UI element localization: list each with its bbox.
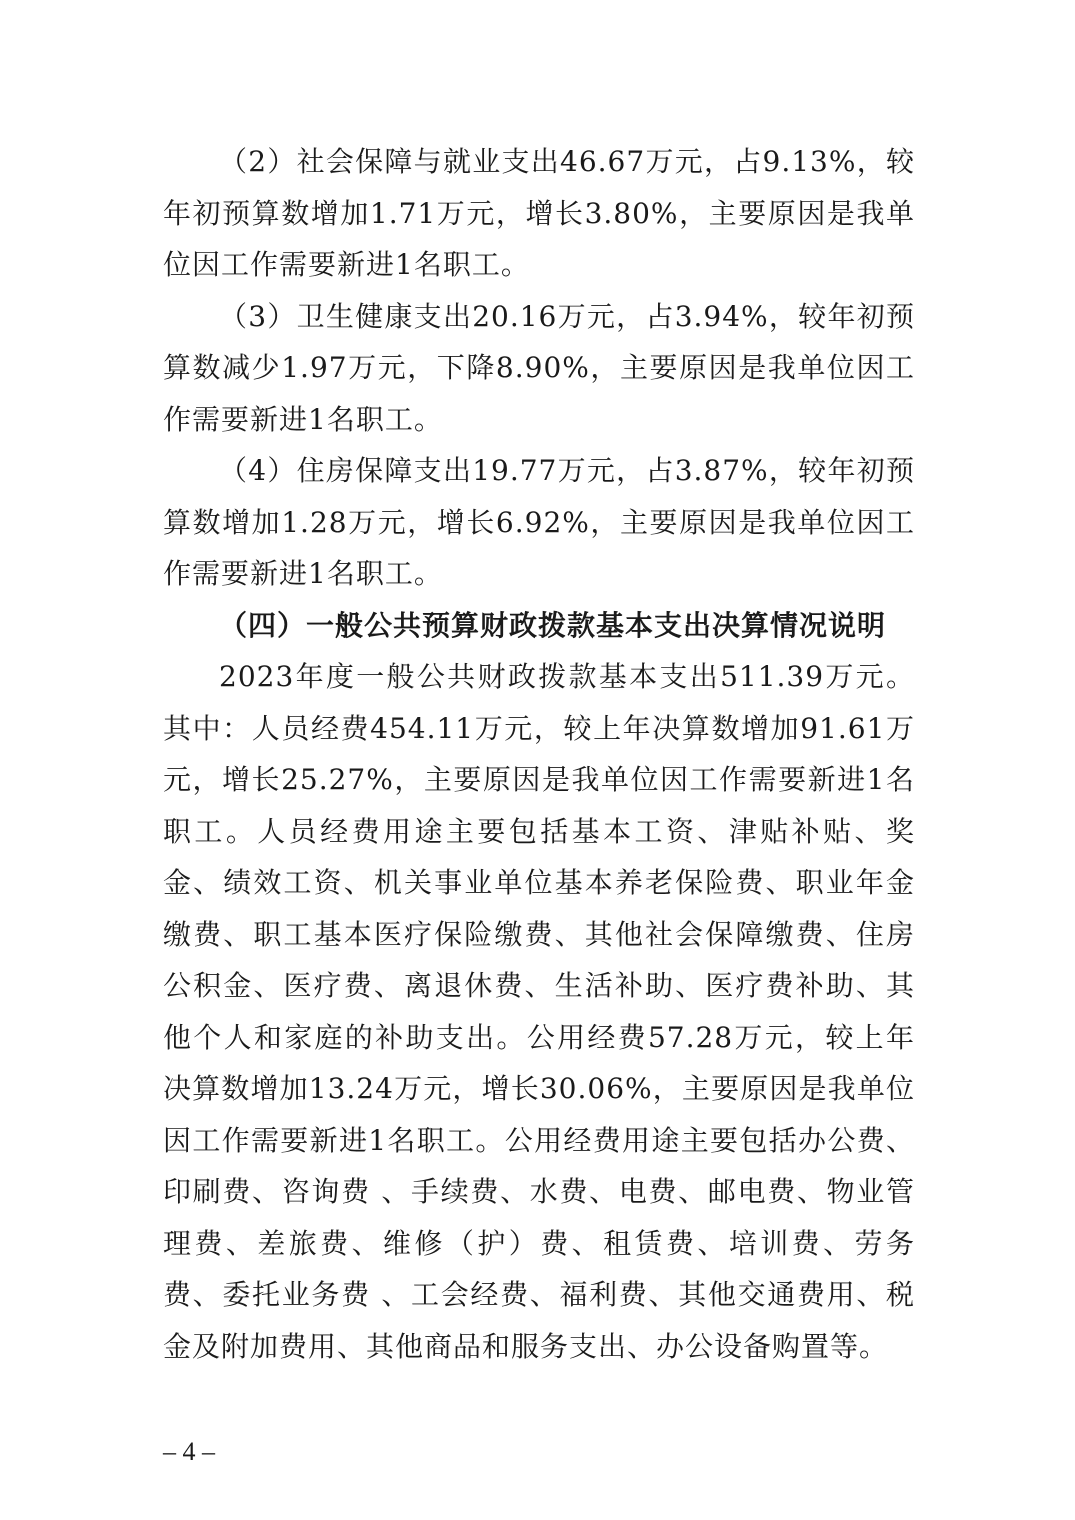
document-body (163, 136, 915, 1372)
paragraph-social-security: （2）社会保障与就业支出46.67万元，占9.13%，较年初预算数增加1.71万元，增长3.80%，主要原因是我单位因工作需要新进1名职工。 (163, 145, 915, 281)
paragraph-housing: （4）住房保障支出19.77万元，占3.87%，较年初预算数增加1.28万元，增长6.92%，主要原因是我单位因工作需要新进1名职工。 (163, 454, 915, 590)
page-number: – 4 – (163, 1437, 215, 1466)
paragraph-basic-expenditure: 2023年度一般公共财政拨款基本支出511.39万元。其中：人员经费454.11万元，较上年决算数增加91.61万元，增长25.27%，主要原因是我单位因工作需要新进1名职工。人员经费用途主要包括基本工资、津贴补贴、奖金、绩效工资、机关事业单位基本养老保险费、职业年金缴费、职工基本医疗保险缴费、其他社会保障缴费、住房公积金、医疗费、离退休费、生活补助、医疗费补助、其他个人和家庭的补助支出。公用经费57.28万元，较上年决算数增加13.24万元，增长30.06%，主要原因是我单位因工作需要新进1名职工。公用经费用途主要包括办公费、印刷费、咨询费 、手续费、水费、电费、邮电费、物业管理费、差旅费、维修（护）费、租赁费、培训费、劳务费、委托业务费 、工会经费、福利费、其他交通费用、税金及附加费用、其他商品和服务支出、办公设备购置等。 (163, 660, 915, 1363)
paragraph-health: （3）卫生健康支出20.16万元，占3.94%，较年初预算数减少1.97万元，下降8.90%，主要原因是我单位因工作需要新进1名职工。 (163, 299, 915, 436)
section-heading: （四）一般公共预算财政拨款基本支出决算情况说明 (219, 608, 887, 642)
